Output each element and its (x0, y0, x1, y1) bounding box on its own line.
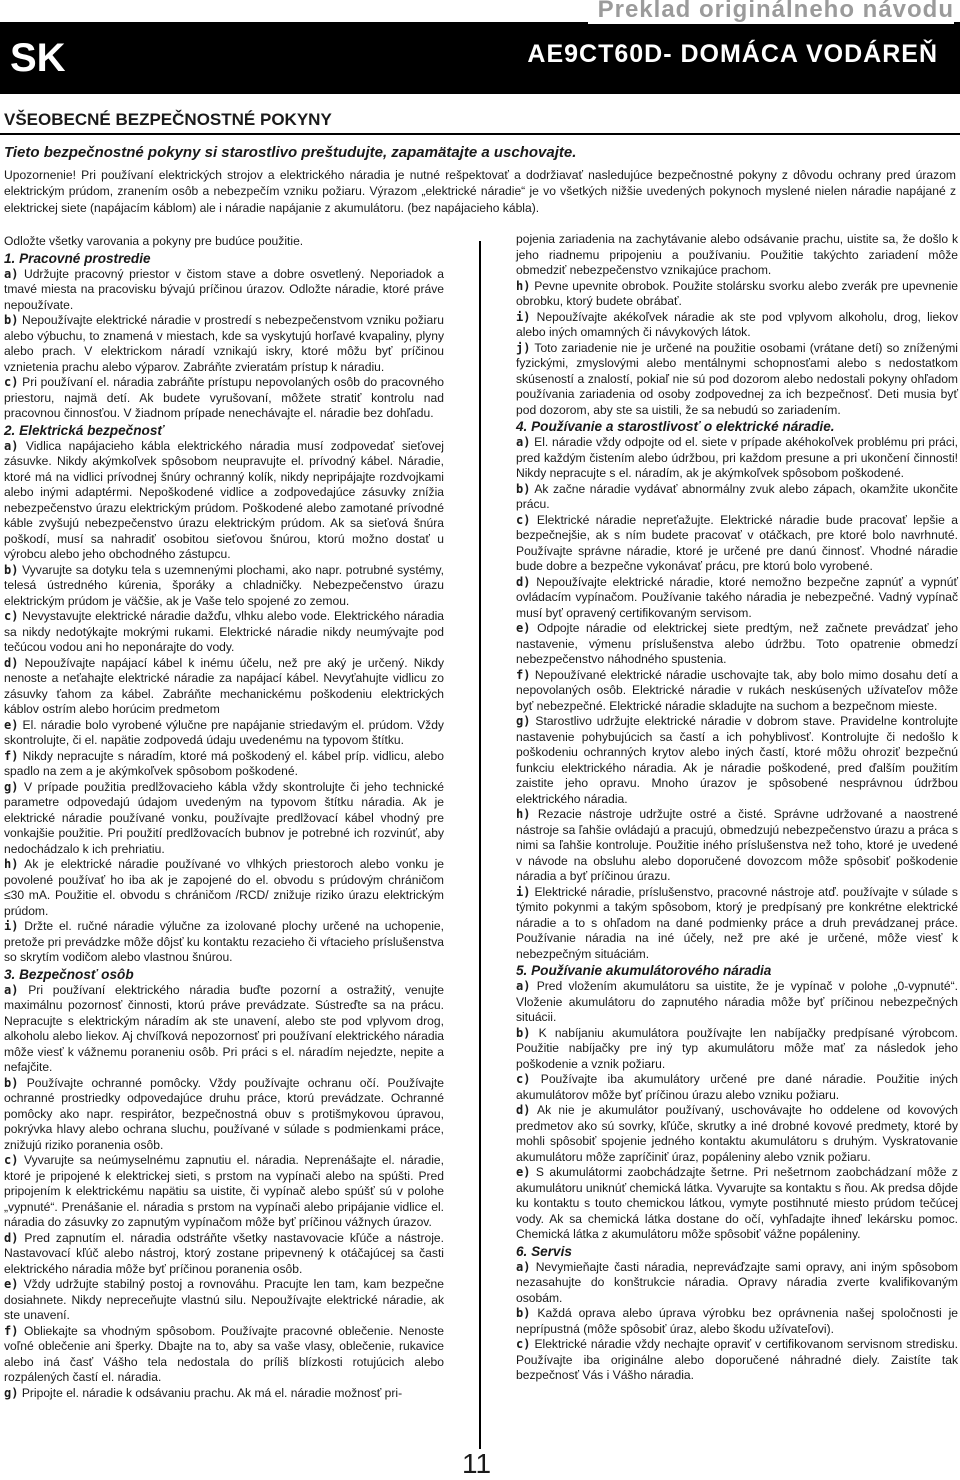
section-heading: 4. Používanie a starostlivosť o elektrické náradie. (516, 419, 835, 434)
item-text: Nepoužívané elektrické náradie uschovajte tak, aby bolo mimo dosahu detí a nepovolaných osôb. Elektrické náradie v rukách neskúsených užívateľov môže byť nebezpečné. Elektrické náradie skladujte na suchom a bezpečnom mieste. (516, 667, 958, 713)
section-heading: 1. Pracovné prostredie (4, 250, 151, 266)
item-label: b) (516, 481, 531, 496)
paragraph: Odložte všetky varovania a pokyny pre budúce použitie. (4, 234, 304, 248)
section-heading: 5. Používanie akumulátorového náradia (516, 963, 772, 978)
translation-title: Preklad originálneho návodu (588, 0, 954, 24)
instruction-item (516, 1026, 958, 1073)
item-label: a) (516, 435, 531, 449)
item-text: Nevymieňajte časti náradia, nepreváďzajte sami opravy, ani iným spôsobom nezasahujte do konštrukcie náradia. Opravy náradia zverte kvalifikovaným osobám. (516, 1259, 958, 1305)
heading-underline (0, 133, 960, 135)
item-label: c) (516, 1072, 531, 1086)
item-label: e) (516, 621, 531, 635)
instruction-item (4, 1277, 444, 1324)
item-text: Elektrické náradie nepreťažujte. Elektrické náradie bude pracovať lepšie a bezpečnejšie, ak s ním budete pracovať v otáčkach, pre ktoré bolo navrhnuté. Používajte správne náradie, ktoré je určené pre danú činnosť. Vhodné náradie bude dobre a bezpečne vykonávať prácu, pre ktorú bolo vyrobené. (516, 512, 958, 573)
instruction-item (4, 983, 444, 1076)
item-label: c) (516, 512, 531, 527)
item-label: c) (4, 375, 19, 389)
item-label: e) (516, 1165, 531, 1179)
item-text: Pri používaní elektrického náradia buďte pozorní a ostražitý, venujte maximálnu pozornosť činnosti, ktorú práve prevádzate. Sústreďte sa na prácu. Nepracujte s elektrickým náradím ak ste unavení, alebo ste pod vplyvom drog, alkoholu alebo liekov. Aj chvíľková nepozornosť pri používaní elektrického náradia môže viesť k vážnemu poraneniu osôb. Pri práci s el. náradím nejedzte, nepite a nefajčite. (4, 982, 444, 1074)
item-label: a) (516, 1259, 531, 1274)
item-text: Pred vložením akumulátoru sa uistite, že je vypínač v polohe „0-vypnuté“. Vloženie akumulátoru do zapnutého náradia môže byť príčinou nebezpečných situácii. (516, 979, 958, 1024)
item-text: Nepoužívajte akékoľvek náradie ak ste pod vplyvom alkoholu, drog, liekov alebo iných omamných či návykových látok. (516, 309, 958, 339)
item-text: Pred zapnutím el. náradia odstráňte všetky nastavovacie kľúče a nástroje. Nastavovací kľúč alebo nástroj, ktorý zostane pripevnený k otáčajúcej sa časti elektrického náradia môže byť príčinou poranenia osôb. (4, 1230, 444, 1276)
item-text: Vyvarujte sa neúmyselnému zapnutiu el. náradia. Neprenášajte el. náradie, ktoré je pripojené k elektrickej sieti, s prstom na vypínači alebo na spúšti. Pred pripojením k elektrickému napätiu sa uistite, či vypínač alebo spúšť sú v polohe „vypnuté“. Prenášanie el. náradia s prstom na vypínači alebo pripájanie vidlice el. náradia do zásuvky zo zapnutým vypínačom môže byť príčinou vážnych úrazov. (4, 1153, 444, 1229)
instruction-item (516, 1165, 958, 1243)
item-text: Elektrické náradie vždy nechajte opraviť v certifikovanom servisnom stredisku. Používajte iba originálne alebo doporučené náhradné diely. Zaistíte tak bezpečnosť Vás i Vášho náradia. (516, 1337, 958, 1382)
item-label: c) (4, 1153, 19, 1167)
item-label: i) (516, 309, 531, 324)
item-text: Nikdy nepracujte s náradím, ktoré má poškodený el. kábel príp. vidlicu, alebo spadlo na zem a je akýmkoľvek spôsobom poškodené. (4, 748, 444, 778)
item-label: f) (4, 748, 19, 763)
item-label: a) (4, 266, 19, 281)
instruction-item (516, 310, 958, 341)
item-label: g) (516, 714, 531, 728)
item-label: c) (516, 1337, 531, 1351)
instruction-item (516, 341, 958, 419)
instruction-item (4, 1324, 444, 1386)
item-text: Vidlica napájacieho kábla elektrického náradia musí zodpovedať sieťovej zásuvke. Nikdy akýmkoľvek spôsobom neupravujte el. prívodný kábel. Náradie, ktoré má na vidlici prívodnej šnúry ochranný kolík, nikdy nepripájajte rozdvojkami alebo inými adaptérmi. Nepoškodené vidlice a zodpovedajúce zásuvky znížia nebezpečenstvo úrazu elektrickým prúdom. Poškodené alebo zamotané prívodné káble zvyšujú nebezpečenstvo úrazu elektrickým prúdom. Ak sa sieťová šnúra poškodí, musí sa nahradiť osobitou sieťovou šnúrou, ktorú možno dostať u výrobcu alebo jeho obchodného zástupcu. (4, 438, 444, 561)
instruction-item (4, 439, 444, 563)
instruction-item (516, 714, 958, 807)
item-label: d) (516, 574, 531, 589)
instruction-item (4, 919, 444, 966)
item-label: f) (4, 1323, 19, 1338)
general-safety-heading: VŠEOBECNÉ BEZPEČNOSTNÉ POKYNY (4, 110, 332, 129)
item-text: Nepoužívajte elektrické náradie v prostredí s nebezpečenstvom vzniku požiaru alebo výbuchu, to znamená v miestach, kde sa vyskytujú horľavé kvapaliny, plyny alebo prach. V elektrickom náradí vznikajú iskry, ktoré môžu byť príčinou vznietenia prachu alebo výparov. Zabráňte zvieratám prístup k náradiu. (4, 313, 444, 374)
item-label: i) (4, 919, 19, 933)
instruction-item (4, 857, 444, 919)
item-text: Ak začne náradie vydávať abnormálny zvuk alebo zápach, okamžite ukončite prácu. (516, 481, 958, 511)
instruction-item (516, 1072, 958, 1103)
instruction-item (4, 563, 444, 610)
instruction-item (516, 885, 958, 963)
item-label: a) (516, 979, 531, 993)
item-label: d) (4, 1230, 19, 1245)
model-title: AE9CT60D- DOMÁCA VODÁREŇ (527, 40, 938, 68)
item-label: b) (516, 1025, 531, 1040)
instruction-item (516, 1306, 958, 1337)
item-text: K nabíjaniu akumulátora používajte len nabíjačky predpísané výrobcom. Použitie nabíjačky pre iný typ akumulátoru môže mať za následok jeho poškodenie a vznik požiaru. (516, 1025, 958, 1071)
instruction-item (516, 435, 958, 482)
item-label: c) (4, 609, 19, 623)
item-label: e) (4, 717, 19, 732)
item-text: Nevystavujte elektrické náradie dažďu, vlhku alebo vode. Elektrického náradia sa nikdy nedotýkajte mokrými rukami. Elektrické náradie nikdy neumývajte pod tečúcou vodou ani ho neponárajte do vody. (4, 609, 444, 654)
item-text: Nepoužívajte elektrické náradie, ktoré nemožno bezpečne zapnúť a vypnúť ovládacím vypínačom. Používanie takého náradia je nebezpečné. Vadný vypínač musí byť opravený certifikovaným servisom. (516, 574, 958, 620)
section-heading: 6. Servis (516, 1243, 572, 1259)
item-label: d) (516, 1103, 531, 1117)
item-label: e) (4, 1277, 19, 1291)
item-text: V prípade použitia predlžovacieho kábla vždy skontrolujte či jeho technické parametre odpovedajú údajom uvedeným na typovom štítku náradia. Ak je elektrické náradie používané vonku, používajte predlžovací kábel vhodný pre vonkajšie použitie. Pri použití predlžovacích bubnov je potrebné ich rozvinúť, aby nedochádzalo k ich prehriatiu. (4, 779, 444, 856)
left-column (4, 234, 444, 1401)
instruction-item (516, 1337, 958, 1384)
instruction-item (516, 575, 958, 622)
instruction-item (4, 780, 444, 858)
item-text: Používajte ochranné pomôcky. Vždy používajte ochranu očí. Používajte ochranné prostriedky odpovedajúce druhu práce, ktorú prevádzate. Ochranné pomôcky ako napr. respirátor, bezpečnostná obuv s protišmykovou úpravou, pokrývka hlavy alebo ochrana sluchu, používané v súlade s podmienkami práce, znižujú riziko poranenia osôb. (4, 1075, 444, 1152)
instruction-item (4, 749, 444, 780)
instruction-item (516, 668, 958, 715)
item-text: El. náradie bolo vyrobené výlučne pre napájanie striedavým el. prúdom. Vždy skontrolujte, či el. napätie zodpovedá údaju uvedenému na typovom štítku. (4, 717, 444, 747)
item-text: S akumulátormi zaobchádzajte šetrne. Pri nešetrnom zaobchádzaní môže z akumulátoru uniknúť chemická látka. Vyvarujte sa kontaktu s ňou. Ak predsa dôjde ku kontaktu s touto chemickou látkou, vymyte postihnuté miesto prúdom tečúcej vody. Ak sa chemická látka dostane do očí, vyhľadajte ihneď lekársku pomoc. Chemická látka z akumulátoru môže spôsobiť vážne popáleniny. (516, 1165, 958, 1241)
item-text: El. náradie vždy odpojte od el. siete v prípade akéhokoľvek problému pri práci, pred každým čistením alebo údržbou, pri každom presune a pri ukončení činnosti! Nikdy nepracujte s el. náradím, ak je akýmkoľvek spôsobom poškodené. (516, 435, 958, 480)
item-text: Vyvarujte sa dotyku tela s uzemnenými plochami, ako napr. potrubné systémy, telesá ústredného kúrenia, šporáky a chladničky. Nebezpečenstvo úrazu elektrickým prúdom je väčšie, ak je Vaše telo spojené zo zemou. (4, 562, 444, 608)
item-text: Pripojte el. náradie k odsávaniu prachu. Ak má el. náradie možnosť pri- (21, 1385, 403, 1400)
paragraph: pojenia zariadenia na zachytávanie alebo odsávanie prachu, uistite sa, že došlo k jeho riadnemu pripojeniu a používaniu. Použitie takýchto zariadení môže obmedziť nebezpečenstvo vznikajúce prachom. (516, 232, 958, 277)
instruction-item (516, 979, 958, 1026)
instruction-item (4, 375, 444, 422)
instruction-item (516, 1260, 958, 1307)
instruction-item (516, 279, 958, 310)
item-text: Obliekajte sa vhodným spôsobom. Používajte pracovné oblečenie. Nenoste voľné oblečenie ani šperky. Dbajte na to, aby sa vaše vlasy, oblečenie, rukavice alebo iná časť Vášho tela nedostala do príliš blízkosti rotujúcich alebo rozpálených častí el. náradia. (4, 1323, 444, 1384)
instruction-item (516, 1103, 958, 1165)
item-text: Odpojte náradie od elektrickej siete predtým, než začnete prevádzať jeho nastavenie, výmenu príslušenstva alebo údržbu. Toto opatrenie obmedzí nebezpečenstvo náhodného spustenia. (516, 621, 958, 666)
instruction-item (516, 482, 958, 513)
item-text: Ak je elektrické náradie používané vo vlhkých priestoroch alebo vonku je povolené používať ho iba ak je zapojené do el. obvodu s prúdovým chráničom ≤30 mA. Použitie el. obvodu s chráničom /RCD/ znižuje riziko úrazu elektrickým prúdom. (4, 857, 444, 918)
item-label: h) (4, 857, 19, 871)
item-label: a) (4, 982, 19, 997)
instruction-item (516, 807, 958, 885)
instruction-item (4, 656, 444, 718)
instruction-item (4, 718, 444, 749)
instruction-item (516, 513, 958, 575)
item-label: h) (516, 278, 531, 293)
item-label: b) (4, 562, 19, 577)
item-text: Ak nie je akumulátor používaný, uschovávajte ho oddelene od kovových predmetov ako sú sovrky, kľúče, skrutky a iné drobné kovové predmety, ktoré by mohli spôsobiť spojenie jedného kontaktu akumulátoru s druhým. Vyskratovanie akumulátoru môže zapríčiniť úraz, popáleniny alebo vznik požiaru. (516, 1103, 958, 1164)
item-text: Nepoužívajte napájací kábel k inému účelu, než pre aký je určený. Nikdy nenoste a neťahajte elektrické náradie za napájací kábel. Nevyťahujte vidlicu zo zásuvky ťahom za kábel. Zabráňte mechanickému poškodeniu elektrických káblov ostrím alebo horúcim predmetom (4, 655, 444, 716)
language-code: SK (10, 36, 66, 80)
intro-paragraph: Upozornenie! Pri používaní elektrických strojov a elektrického náradia je nutné rešpektovať a dodržiavať nasledujúce bezpečnostné pokyny z dôvodu ochrany pred úrazom elektrickým prúdom, zranením osôb a nebezpečím vzniku požiaru. Výrazom „elektrické náradie“ je vo všetkých nižšie uvedených pokynoch myslené nielen náradie napájané z elektrickej siete (napájacím káblom) ale i náradie napájanie z akumulátoru. (bez napájacieho kábla). (4, 168, 956, 215)
right-column (516, 232, 958, 1384)
instruction-item (4, 313, 444, 375)
section-heading: 3. Bezpečnosť osôb (4, 966, 134, 982)
item-label: b) (516, 1306, 531, 1320)
safety-subtitle: Tieto bezpečnostné pokyny si starostlivo preštudujte, zapamätajte a uschovajte. (4, 144, 577, 161)
item-label: g) (4, 1385, 19, 1400)
item-text: Udržujte pracovný priestor v čistom stave a dobre osvetlený. Neporiadok a tmavé miesta na pracovisku bývajú príčinou úrazov. Odložte náradie, ktoré práve nepoužívate. (4, 266, 444, 312)
instruction-item (4, 609, 444, 656)
item-text: Pevne upevnite obrobok. Použite stolársku svorku alebo zverák pre upevnenie obrobku, ktorý budete obrábať. (516, 278, 958, 308)
item-label: j) (516, 340, 531, 355)
instruction-item (4, 267, 444, 314)
page-number: 11 (462, 1448, 492, 1479)
item-text: Starostlivo udržujte elektrické náradie v dobrom stave. Pravidelne kontrolujte nastavenie pohybujúcich sa častí a ich pohyblivosť. Kontrolujte či nedošlo k poškodeniu ochranných krytov alebo iných častí, ktoré môžu ohroziť bezpečnú funkciu elektrického náradia. Ak je náradie poškodené, pred ďalším použitím zaistite jeho opravu. Mnoho úrazov je spôsobené nesprávnou údržbou elektrického náradia. (516, 714, 958, 806)
item-text: Elektrické náradie, príslušenstvo, pracovné nástroje atď. používajte v súlade s týmito pokynmi a takým spôsobom, ktorý je predpísaný pre konkrétne elektrické náradie a to s ohľadom na dané podmienky práce a druh prevádzanej práce. Používanie náradia na iné účely, než pre aké je určené, môže viesť k nebezpečným situáciám. (516, 884, 958, 961)
item-text: Držte el. ručné náradie výlučne za izolované plochy určené na uchopenie, pretože pri prevádzke môže dôjsť ku kontaktu rezacieho či vŕtacieho príslušenstva so skrytím vodičom alebo vlastnou šnúrou. (4, 919, 444, 964)
item-label: i) (516, 884, 531, 899)
item-label: b) (4, 1075, 19, 1090)
instruction-item (516, 621, 958, 668)
instruction-item (4, 1153, 444, 1231)
item-label: g) (4, 779, 19, 794)
item-label: f) (516, 667, 531, 682)
item-text: Používajte iba akumulátory určené pre dané náradie. Použitie iných akumulátorov môže byť príčinou úrazu alebo vzniku požiaru. (516, 1072, 958, 1102)
instruction-item (4, 1386, 444, 1402)
item-text: Každá oprava alebo úprava výrobku bez oprávnenia našej spoločnosti je neprípustná (môže spôsobiť úraz, alebo škodu užívateľovi). (516, 1306, 958, 1336)
item-label: a) (4, 438, 19, 453)
item-label: b) (4, 313, 19, 327)
instruction-item (4, 1231, 444, 1278)
column-divider (479, 241, 481, 1449)
item-text: Vždy udržujte stabilný postoj a rovnováhu. Pracujte len tam, kam bezpečne dosiahnete. Nikdy nepreceňujte vlastnú silu. Nepoužívajte elektrické náradie, ak ste unavení. (4, 1277, 444, 1322)
item-text: Toto zariadenie nie je určené na použitie osobami (vrátane detí) so zníženými fyzickými, zmyslovými alebo mentálnymi schopnosťami alebo s nedostatkom skúseností a znalostí, pokiaľ nie sú pod dozorom alebo nedostali pokyny ohľadom používania zariadenia od osoby zodpovednej za ich bezpečnosť. Deti musia byť pod dozorom, aby ste sa uistili, že sa nebudú so zariadením. (516, 340, 958, 417)
item-label: h) (516, 807, 531, 821)
item-text: Pri používaní el. náradia zabráňte prístupu nepovolaných osôb do pracovného priestoru, najmä detí. Ak budete vyrušovaní, môžete stratiť kontrolu nad pracovnou činnosťou. V žiadnom prípade nenechávajte el. náradie bez dohľadu. (4, 375, 444, 420)
item-text: Rezacie nástroje udržujte ostré a čisté. Správne udržované a naostrené nástroje sa ľahšie ovládajú a pracujú, obmedzujú nebezpečenstvo úrazu a práca s nimi sa ľahšie kontroluje. Použitie iného príslušenstva než toho, ktoré je uvedené v návode na obsluhu alebo doporučené dovozcom môže spôsobiť poškodenie náradia a byť príčinou úrazu. (516, 807, 958, 883)
instruction-item (4, 1076, 444, 1154)
item-label: d) (4, 655, 19, 670)
section-heading: 2. Elektrická bezpečnosť (4, 422, 164, 438)
